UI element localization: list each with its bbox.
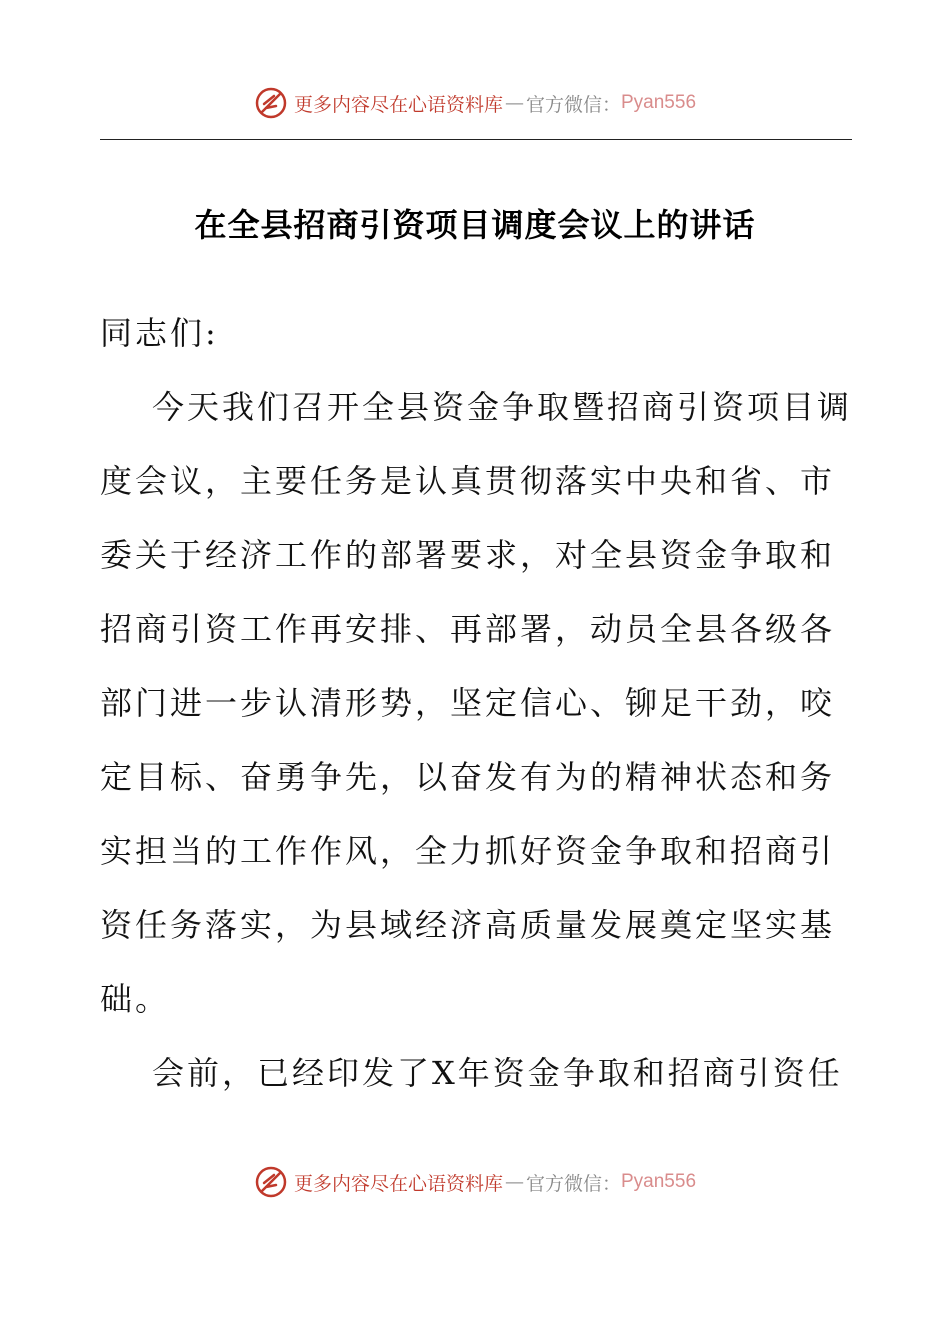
- salutation: 同志们:: [100, 314, 219, 352]
- quill-logo-icon: [254, 86, 288, 120]
- paragraph-2: 会前，已经印发了X年资金争取和招商引资任: [152, 1054, 843, 1092]
- watermark-id: Pyan556: [621, 1171, 697, 1192]
- paragraph-1: 今天我们召开全县资金争取暨招商引资项目调度会议，主要任务是认真贯彻落实中央和省、市委关于经济工作的部署要求，对全县资金争取和招商引资工作再安排、再部署，动员全县各级各部门进一步认清形势，坚定信心、铆足干劲，咬定目标、奋勇争先，以奋发有为的精神状态和务实担当的工作作风，全力抓好资金争取和招商引资任务落实，为县域经济高质量发展奠定坚实基础。: [100, 388, 853, 1018]
- watermark-separator: —: [504, 1171, 524, 1193]
- watermark-separator: —: [504, 92, 524, 114]
- document-body: [100, 296, 852, 1110]
- document-title: 在全县招商引资项目调度会议上的讲话: [194, 206, 756, 244]
- watermark-label: 官方微信：: [525, 1172, 621, 1195]
- footer-watermark: [0, 1165, 950, 1199]
- header-watermark: [0, 86, 950, 120]
- watermark-label: 官方微信：: [525, 93, 621, 116]
- header-divider: [100, 139, 852, 140]
- watermark-text: 更多内容尽在心语资料库: [293, 1172, 503, 1195]
- watermark-id: Pyan556: [621, 92, 697, 113]
- watermark-text: 更多内容尽在心语资料库: [293, 93, 503, 116]
- quill-logo-icon: [254, 1165, 288, 1199]
